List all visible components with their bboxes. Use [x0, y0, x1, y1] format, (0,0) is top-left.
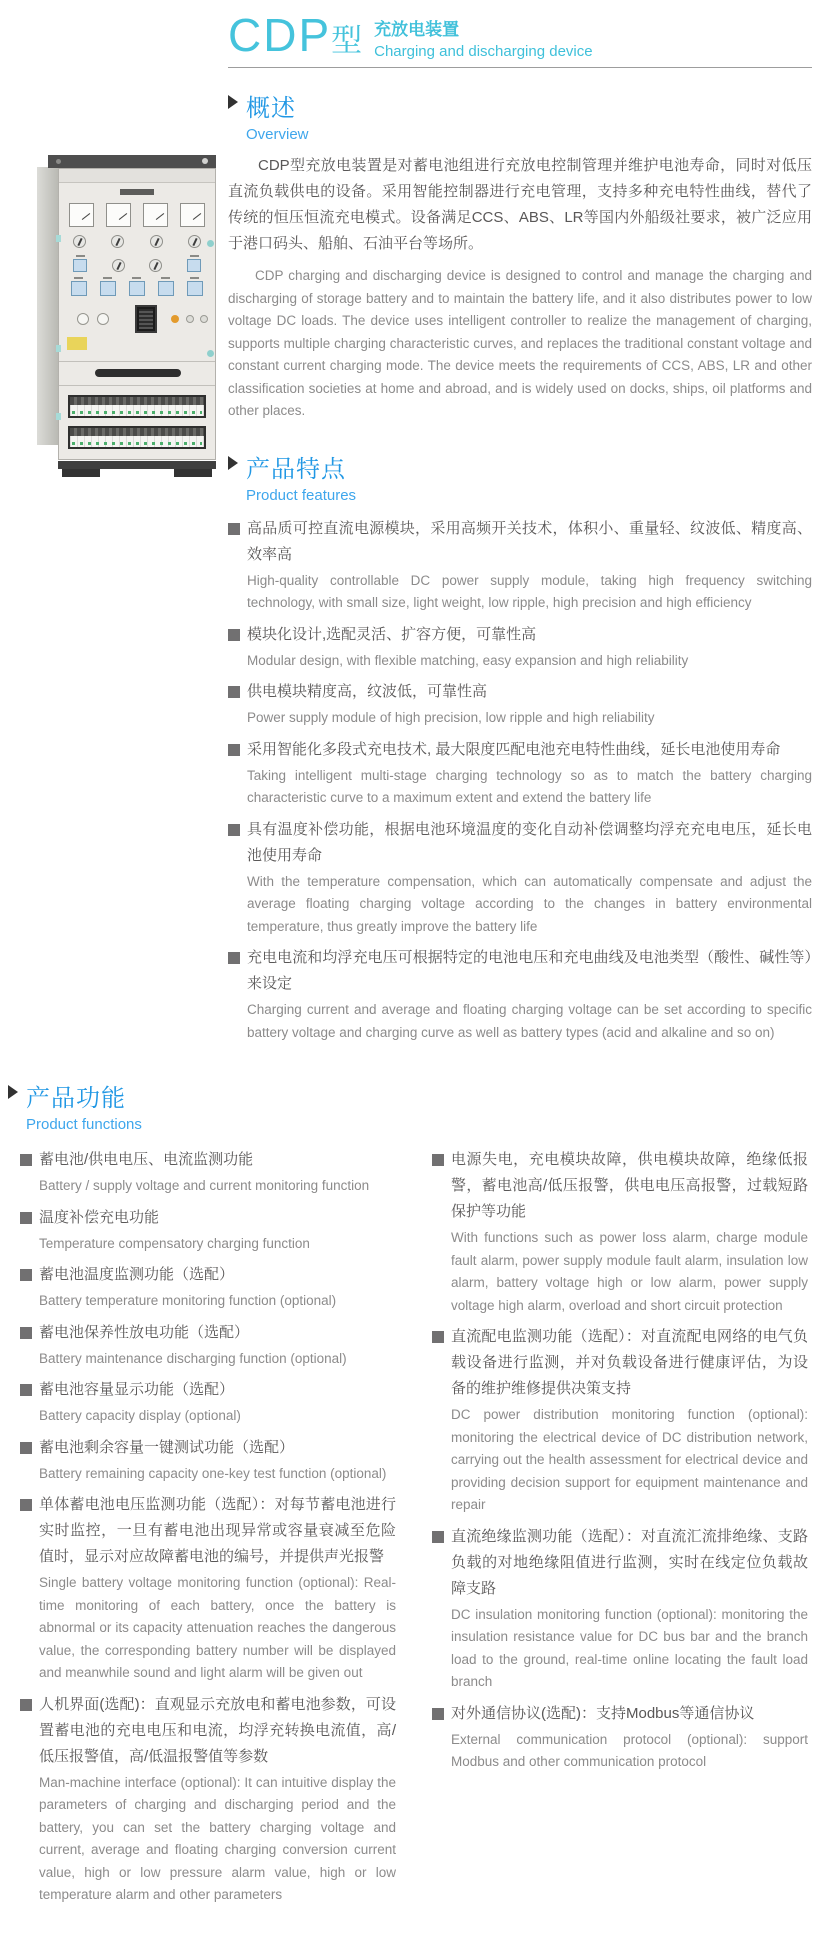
bullet-square-icon [228, 824, 240, 836]
rotary-switch-icon [73, 235, 86, 248]
function-en: DC insulation monitoring function (optional): monitoring the insulation resistance value for DC bus bar and the branch load to the ground, real-time online locating the fault load branch [451, 1606, 808, 1689]
function-cn-text: 蓄电池保养性放电功能（选配） [39, 1323, 250, 1341]
rotary-switch-icon [112, 259, 125, 272]
function-en: Battery / supply voltage and current monitoring function [39, 1178, 370, 1193]
function-cn [20, 1205, 396, 1231]
function-cn-text: 对外通信协议(选配)：支持Modbus等通信协议 [451, 1704, 755, 1722]
function-item [20, 1262, 396, 1313]
door-handle [95, 369, 181, 377]
function-cn-text: 蓄电池剩余容量一键测试功能（选配） [39, 1438, 295, 1456]
rotary-switch-icon [188, 235, 201, 248]
features-list [228, 516, 812, 1045]
feature-cn-text: 采用智能化多段式充电技术, 最大限度匹配电池充电特性曲线，延长电池使用寿命 [247, 740, 781, 758]
feature-item [228, 622, 812, 673]
feature-cn [228, 622, 812, 648]
bullet-square-icon [20, 1442, 32, 1454]
features-title-cn: 产品特点 [246, 455, 346, 483]
breaker-window-row [68, 395, 206, 418]
panel-divider [59, 361, 215, 362]
function-en: With functions such as power loss alarm, charge module fault alarm, power supply module fault alarm, insulation low alarm, battery voltage high or low alarm, power supply voltage high alarm, overload and short circuit protection [451, 1230, 808, 1313]
function-en: Battery remaining capacity one-key test function (optional) [39, 1465, 387, 1481]
function-item [20, 1205, 396, 1256]
rotary-switch-icon [149, 259, 162, 272]
function-cn-text: 电源失电，充电模块故障，供电模块故障，绝缘低报警，蓄电池高/低压报警，供电电压高报警，过载短路保护等功能 [451, 1151, 808, 1220]
function-cn-text: 直流配电监测功能（选配）：对直流配电网络的电气负载设备进行监测，并对负载设备进行健康评估，为设备的维护维修提供决策支持 [451, 1328, 808, 1397]
function-cn [20, 1147, 396, 1173]
function-item [20, 1492, 396, 1685]
function-en: Temperature compensatory charging function [39, 1235, 310, 1251]
feature-en: Modular design, with flexible matching, easy expansion and high reliability [247, 652, 689, 668]
functions-left-column [20, 1147, 396, 1914]
analog-meter-icon [69, 203, 94, 227]
function-cn [432, 1524, 808, 1602]
bullet-square-icon [228, 744, 240, 756]
indicator-row [69, 305, 205, 335]
feature-cn-text: 供电模块精度高，纹波低，可靠性高 [247, 683, 488, 700]
hinge-icon [207, 240, 214, 247]
panel-divider [59, 385, 215, 386]
panel-button-icon [100, 281, 116, 296]
bullet-square-icon [228, 629, 240, 641]
feature-item [228, 516, 812, 615]
feature-cn-text: 模块化设计,选配灵活、扩容方便，可靠性高 [247, 625, 537, 643]
function-cn-text: 蓄电池/供电电压、电流监测功能 [39, 1151, 254, 1168]
feature-cn-text: 高品质可控直流电源模块，采用高频开关技术，体积小、重量轻、纹波低、精度高、效率高 [247, 519, 812, 563]
function-cn-text: 蓄电池温度监测功能（选配） [39, 1266, 235, 1283]
product-model-code: CDP [228, 9, 332, 61]
feature-en: Charging current and average and floating charging voltage can be set according to specific battery voltage and charging curve as well as battery types (acid and alkaline and so on) [247, 1002, 812, 1040]
hinge-icon [207, 350, 214, 357]
panel-button-row [71, 281, 203, 296]
function-item [20, 1377, 396, 1428]
features-section-header [228, 449, 812, 504]
function-item [20, 1320, 396, 1371]
cabinet-mounting-bracket [48, 155, 216, 168]
function-cn [20, 1262, 396, 1288]
overview-paragraph-en: CDP charging and discharging device is designed to control and manage the charging and discharging of storage battery and to maintain the battery life, and it also distributes power to low voltage DC loads. The device uses intelligent controller to realize the management of charging, supports multiple charging characteristic curves, and replaces the traditional constant voltage and constant current charging mode. The device meets the requirements of CCS, ABS, LR and other classification societies at home and abroad, and is widely used on docks, ships, oil platforms and other places. [228, 268, 812, 418]
function-cn [20, 1377, 396, 1403]
panel-button-icon [73, 259, 87, 272]
section-marker-icon [8, 1085, 18, 1099]
function-en: Battery temperature monitoring function (optional) [39, 1293, 337, 1308]
function-item [432, 1147, 808, 1317]
bullet-square-icon [432, 1331, 444, 1343]
function-cn-text: 直流绝缘监测功能（选配）：对直流汇流排绝缘、支路负载的对地绝缘阻值进行监测，实时在线定位负载故障支路 [451, 1527, 808, 1597]
bullet-square-icon [20, 1327, 32, 1339]
hinge-icon [56, 345, 61, 352]
feature-item [228, 679, 812, 730]
feature-cn [228, 817, 812, 869]
indicator-lamp-icon [97, 313, 109, 325]
section-marker-icon [228, 456, 238, 470]
bullet-square-icon [20, 1154, 32, 1166]
function-cn [432, 1324, 808, 1402]
function-cn [20, 1435, 396, 1461]
feature-item [228, 817, 812, 939]
function-item [432, 1701, 808, 1774]
cabinet-top-cap [59, 169, 215, 183]
status-led-icon [171, 315, 179, 323]
function-item [20, 1435, 396, 1486]
function-en: Man-machine interface (optional): It can intuitive display the parameters of charging and discharging period and the battery, you can set the battery charging voltage and current, average and floating charging conversion current value, high or low pressure alarm value, high or low temperature alarm and other parameters [39, 1774, 396, 1902]
function-cn-text: 温度补偿充电功能 [39, 1208, 160, 1226]
bullet-square-icon [432, 1708, 444, 1720]
switch-button-row [73, 259, 201, 272]
panel-button-icon [71, 281, 87, 296]
features-title-en: Product features [246, 486, 357, 504]
overview-paragraph-cn: CDP型充放电装置是对蓄电池组进行充放电控制管理并维护电池寿命，同时对低压直流负载供电的设备。采用智能控制器进行充电管理，支持多种充电特性曲线，替代了传统的恒压恒流充电模式。设备满足CCS、ABS、LR等国内外船级社要求，被广泛应用于港口码头、船舶、石油平台等场所。 [228, 157, 812, 252]
section-marker-icon [228, 95, 238, 109]
cabinet-side-panel [37, 167, 59, 445]
rotary-switch-row [73, 235, 201, 248]
bullet-square-icon [228, 686, 240, 698]
bullet-square-icon [20, 1699, 32, 1711]
function-cn [20, 1492, 396, 1570]
functions-title-cn: 产品功能 [26, 1085, 126, 1112]
product-photo-cabinet [12, 95, 218, 487]
functions-title-en: Product functions [26, 1116, 142, 1133]
panel-button-icon [187, 259, 201, 272]
feature-cn [228, 679, 812, 705]
function-cn-text: 蓄电池容量显示功能（选配） [39, 1381, 235, 1398]
function-item [20, 1692, 396, 1907]
bullet-square-icon [432, 1531, 444, 1543]
feature-item [228, 737, 812, 810]
feature-en: Power supply module of high precision, low ripple and high reliability [247, 710, 655, 725]
indicator-lamp-icon [77, 313, 89, 325]
feature-cn [228, 945, 812, 997]
feature-en: Taking intelligent multi-stage charging technology so as to match the battery charging characteristic curve to a maximum extent and extend the battery life [247, 767, 812, 805]
overview-section-header [228, 88, 812, 143]
feature-cn [228, 516, 812, 568]
rotary-switch-icon [150, 235, 163, 248]
functions-section-header [8, 1078, 820, 1133]
hinge-icon [56, 235, 61, 242]
function-cn [20, 1692, 396, 1770]
function-cn [432, 1701, 808, 1727]
function-item [20, 1147, 396, 1198]
breaker-window-row [68, 426, 206, 449]
bullet-square-icon [228, 952, 240, 964]
product-subtitle-cn: 充放电装置 [374, 20, 460, 39]
bullet-square-icon [20, 1212, 32, 1224]
rotary-switch-icon [111, 235, 124, 248]
cabinet-front-panel [58, 168, 216, 460]
function-en: Single battery voltage monitoring function (optional): Real-time monitoring of each battery, once the battery is abnormal or its capacity attenuation reaches the dangerous value, the corresponding battery number will be displayed and meanwhile sound and light alarm will be given out [39, 1575, 396, 1680]
controller-display [135, 305, 157, 333]
bullet-square-icon [228, 523, 240, 535]
cabinet-base [58, 461, 216, 469]
product-model-suffix: 型 [331, 23, 363, 58]
bullet-square-icon [20, 1499, 32, 1511]
feature-item [228, 945, 812, 1044]
function-item [432, 1524, 808, 1694]
analog-meter-icon [106, 203, 131, 227]
function-en: DC power distribution monitoring function (optional): monitoring the electrical device of DC distribution network, carrying out the health assessment for electrical device and providing decision support for equipment maintenance and repair [451, 1407, 808, 1512]
analog-meter-row [69, 203, 205, 227]
function-cn-text: 单体蓄电池电压监测功能（选配）：对每节蓄电池进行实时监控，一旦有蓄电池出现异常或容量衰减至危险值时，显示对应故障蓄电池的编号，并提供声光报警 [39, 1496, 396, 1565]
panel-button-icon [187, 281, 203, 296]
functions-section [8, 1078, 820, 1914]
panel-button-icon [129, 281, 145, 296]
analog-meter-icon [143, 203, 168, 227]
feature-cn-text: 充电电流和均浮充电压可根据特定的电池电压和充电曲线及电池类型（酸性、碱性等）来设定 [247, 949, 812, 992]
feature-en: With the temperature compensation, which can automatically compensate and adjust the average floating charging voltage according to the changes in battery environmental temperature, thus greatly improve the battery life [247, 873, 812, 934]
function-en: Battery maintenance discharging function (optional) [39, 1350, 347, 1366]
bullet-square-icon [432, 1154, 444, 1166]
warning-sticker [67, 337, 87, 350]
analog-meter-icon [180, 203, 205, 227]
hinge-icon [56, 413, 61, 420]
feature-cn [228, 737, 812, 763]
overview-title-cn: 概述 [246, 95, 296, 122]
feature-en: High-quality controllable DC power supply module, taking high frequency switching technology, with small size, light weight, low ripple, high precision and high efficiency [247, 572, 812, 610]
header-divider [228, 67, 812, 68]
function-cn-text: 人机界面(选配)：直观显示充放电和蓄电池参数，可设置蓄电池的充电电压和电流，均浮充转换电流值，高/低压报警值，高/低温报警值等参数 [39, 1695, 396, 1765]
feature-cn-text: 具有温度补偿功能，根据电池环境温度的变化自动补偿调整均浮充充电电压，延长电池使用寿命 [247, 820, 812, 864]
product-model [228, 9, 363, 61]
bullet-square-icon [20, 1384, 32, 1396]
function-en: External communication protocol (optional): support Modbus and other communication protocol [451, 1731, 808, 1769]
overview-title-en: Overview [246, 126, 309, 143]
function-cn [20, 1320, 396, 1346]
status-led-icon [186, 315, 194, 323]
panel-button-icon [158, 281, 174, 296]
function-en: Battery capacity display (optional) [39, 1408, 241, 1423]
function-cn [432, 1147, 808, 1225]
product-subtitle-en: Charging and discharging device [374, 43, 593, 60]
bullet-square-icon [20, 1269, 32, 1281]
status-led-icon [200, 315, 208, 323]
cabinet-nameplate [120, 189, 154, 195]
function-item [432, 1324, 808, 1517]
functions-right-column [432, 1147, 808, 1914]
page-title [228, 9, 812, 61]
